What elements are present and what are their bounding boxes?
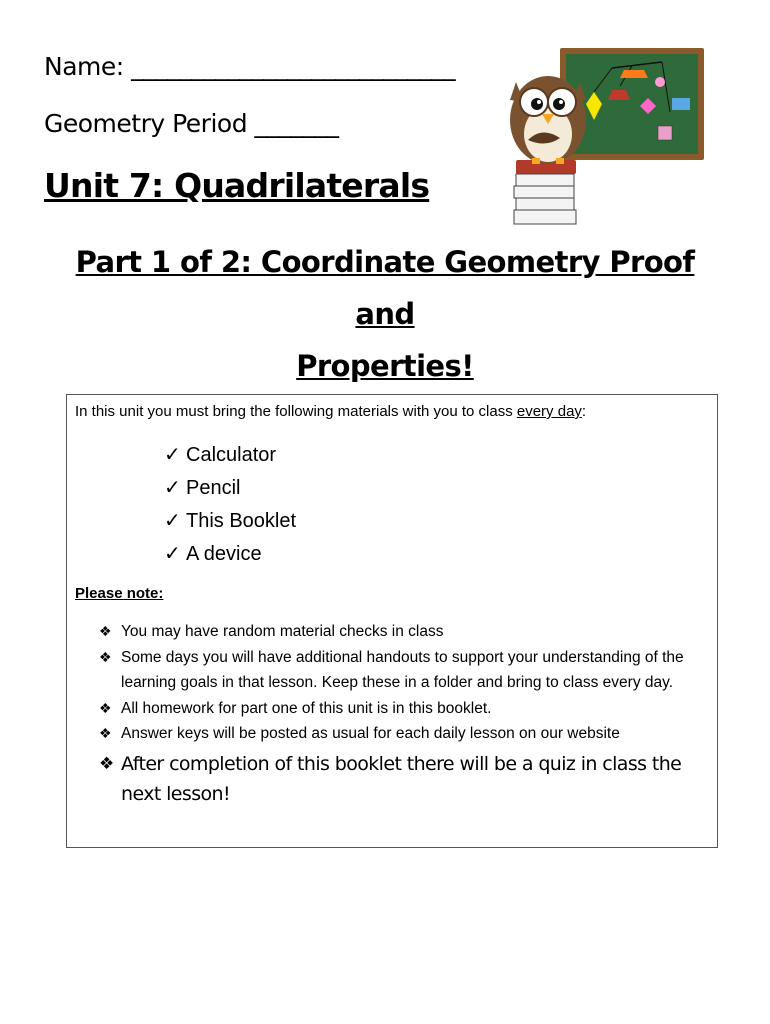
checklist-item xyxy=(164,505,296,538)
diamond-bullet-icon: ❖ xyxy=(99,699,112,716)
owl-chalkboard-icon xyxy=(502,42,714,232)
note-text: All homework for part one of this unit is in this booklet. xyxy=(121,699,492,717)
note-item xyxy=(99,721,709,747)
period-field-line: Geometry Period _______ xyxy=(44,109,339,138)
diamond-bullet-icon: ❖ xyxy=(99,725,112,741)
note-item-quiz xyxy=(99,749,709,809)
diamond-bullet-icon: ❖ xyxy=(99,623,112,639)
checklist-item-label: Calculator xyxy=(186,444,277,466)
materials-intro xyxy=(75,403,586,420)
notes-list xyxy=(99,619,709,809)
note-item xyxy=(99,645,709,696)
note-heading: Please note: xyxy=(75,585,164,602)
note-text: After completion of this booklet there will be a quiz in class the next lesson! xyxy=(121,752,682,805)
note-item xyxy=(99,696,709,722)
checklist-item xyxy=(164,439,296,472)
part-title-line2: Properties! xyxy=(296,349,474,383)
checkmark-icon: ✓ xyxy=(164,444,181,466)
checklist-item-label: This Booklet xyxy=(186,510,297,532)
checklist-item-label: Pencil xyxy=(186,477,241,499)
note-text: You may have random material checks in class xyxy=(121,623,444,640)
note-item xyxy=(99,619,709,645)
diamond-bullet-icon: ❖ xyxy=(99,648,112,665)
checklist-item xyxy=(164,538,296,571)
materials-box xyxy=(66,394,718,848)
intro-end: : xyxy=(581,403,587,420)
checkmark-icon: ✓ xyxy=(164,477,181,499)
part-title-line1: Part 1 of 2: Coordinate Geometry Proof and xyxy=(75,245,695,331)
intro-emphasis: every day xyxy=(516,403,582,420)
checkmark-icon: ✓ xyxy=(164,510,181,532)
intro-text: In this unit you must bring the following materials with you to class xyxy=(75,403,517,420)
name-field-line: Name: ___________________________ xyxy=(44,52,456,81)
note-text: Answer keys will be posted as usual for each daily lesson on our website xyxy=(121,725,620,742)
checklist-item-label: A device xyxy=(186,543,262,565)
checkmark-icon: ✓ xyxy=(164,543,181,565)
unit-title: Unit 7: Quadrilaterals xyxy=(44,166,430,205)
note-text: Some days you will have additional handouts to support your understanding of the learning goals in that lesson. Keep these in a folder and bring to class every day. xyxy=(121,648,684,691)
part-title xyxy=(60,236,710,392)
checklist-item xyxy=(164,472,296,505)
diamond-bullet-icon: ❖ xyxy=(99,753,114,774)
materials-checklist xyxy=(164,439,296,571)
